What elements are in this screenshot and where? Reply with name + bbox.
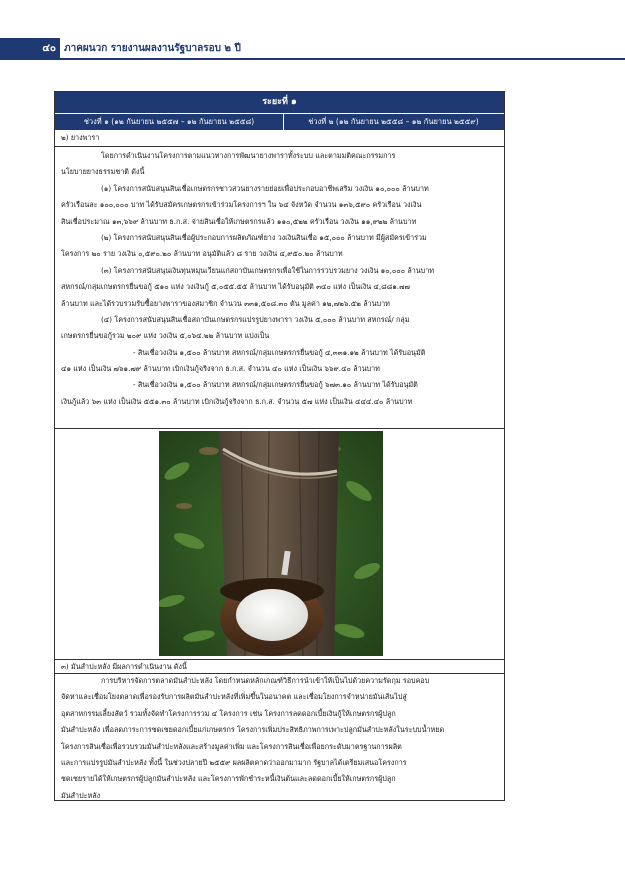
phase-title: ระยะที่ ๑ — [55, 92, 504, 113]
text-line: เงินกู้แล้ว ๖๓ แห่ง เป็นเงิน ๕๕๑.๓๐ ล้านบาท เบิกเงินกู้จริงจาก ธ.ก.ส. จำนวน ๕๗ แห่ง เป็นเงิน ๔๔๔.๔๐ ล้านบาท — [61, 396, 413, 406]
text-line: มันสำปะหลัง เพื่อลดภาระการชดเชยดอกเบี้ยแก่เกษตรกร โครงการเพิ่มประสิทธิภาพการเพาะปลูกมันสำปะหลังในระบบน้ำหยด — [61, 725, 445, 735]
row-divider — [55, 146, 504, 147]
text-line: โครงการสินเชื่อเพื่อรวบรวมมันสำปะหลังและสร้างมูลค่าเพิ่ม และโครงการสินเชื่อเพื่อยกระดับมาตรฐานการผลิต — [61, 741, 402, 751]
rubber-tapping-photo — [159, 431, 383, 656]
text-line: สินเชื่อประมาณ ๑๓,๖๖๙ ล้านบาท ธ.ก.ส. จ่ายสินเชื่อให้เกษตรกรแล้ว ๑๑๐,๕๒๒ ครัวเรือน วงเงิน ๑๑,๙๒๒ ล้านบาท — [61, 216, 417, 226]
text-line: โครงการ ๒๐ ราย วงเงิน ๐,๕๙๐.๒๐ ล้านบาท อนุมัติแล้ว ๘ ราย วงเงิน ๔,๙๕๐.๒๐ ล้านบาท — [61, 249, 343, 259]
page-running-title: ภาคผนวก รายงานผลงานรัฐบาลรอบ ๒ ปี — [64, 43, 241, 54]
text-line: (๑) โครงการสนับสนุนสินเชื่อเกษตรกรชาวสวนยางรายย่อยเพื่อประกอบอาชีพเสริม วงเงิน ๑๐,๐๐๐ ล้านบาท — [101, 183, 429, 193]
period-2-label: ช่วงที่ ๒ (๑๒ กันยายน ๒๕๕๘ – ๑๒ กันยายน ๒๕๕๙) — [308, 117, 479, 126]
text-line: สหกรณ์/กลุ่มเกษตรกรยื่นขอกู้ ๕๑๐ แห่ง วงเงินกู้ ๕,๐๕๕.๕๕ ล้านบาท ได้รับอนุมัติ ๓๔๐ แห่ง เป็นเงิน ๔,๘๘๑.๗๗ — [61, 282, 410, 292]
text-line: - สินเชื่อวงเงิน ๑,๕๐๐ ล้านบาท สหกรณ์/กลุ่มเกษตรกรยื่นขอกู้ ๖๗๓.๑๐ ล้านบาท ได้รับอนุมัติ — [133, 380, 418, 390]
text-line: (๓) โครงการสนับสนุนเงินทุนหมุนเวียนแก่สถาบันเกษตรกรเพื่อใช้ในการรวบรวมยาง วงเงิน ๑๐,๐๐๐ ล้านบาท — [101, 265, 435, 275]
text-line: การบริหารจัดการตลาดมันสำปะหลัง โดยกำหนดหลักเกณฑ์วิธีการนำเข้าให้เป็นไปด้วยความรัดกุม รอบคอบ — [101, 676, 430, 685]
row-divider — [55, 428, 504, 429]
cassava-body — [61, 673, 499, 804]
header-rule — [60, 58, 625, 60]
text-line: (๒) โครงการสนับสนุนสินเชื่อผู้ประกอบการผลิตภัณฑ์ยาง วงเงินสินเชื่อ ๑๕,๐๐๐ ล้านบาท มีผู้สมัครเข้าร่วม — [101, 232, 427, 242]
text-line: เกษตรกรยื่นขอกู้รวม ๒๐๙ แห่ง วงเงิน ๕,๐๖๔.๒๒ ล้านบาท แบ่งเป็น — [61, 331, 270, 341]
text-line: นโยบายยางธรรมชาติ ดังนี้ — [61, 167, 145, 177]
rubber-heading: ๒) ยางพารา — [61, 133, 100, 142]
period-1-label: ช่วงที่ ๑ (๑๒ กันยายน ๒๕๕๗ – ๑๒ กันยายน ๒๕๕๘) — [55, 114, 284, 130]
period-header-row — [55, 113, 504, 130]
text-line: ครัวเรือนละ ๑๐๐,๐๐๐ บาท ได้รับสมัครเกษตรกรเข้าร่วมโครงการฯ ใน ๖๔ จังหวัด จำนวน ๑๓๖,๕๙๐ ครัวเรือน วงเงิน — [61, 200, 422, 210]
rubber-tree-latex-image — [159, 431, 383, 656]
rubber-section — [61, 130, 499, 146]
text-line: มันสำปะหลัง — [61, 790, 101, 800]
text-line: (๔) โครงการสนับสนุนสินเชื่อสถาบันเกษตรกรแปรรูปยางพารา วงเงิน ๕,๐๐๐ ล้านบาท สหกรณ์/ กลุ่ม — [101, 314, 410, 324]
rubber-body — [61, 148, 499, 410]
text-line: ล้านบาท และได้รวบรวมรับซื้อยางพาราของสมาชิก จำนวน ๓๓๑,๕๐๘.๓๐ ตัน มูลค่า ๑๒,๗๒๖.๕๒ ล้านบาท — [61, 298, 390, 308]
page-number: ๔๐ — [42, 43, 56, 54]
text-line: ชดเชยรายได้ให้เกษตรกรผู้ปลูกมันสำปะหลัง และโครงการพักชำระหนี้เงินต้นและลดดอกเบี้ยให้เกษตรกรผู้ปลูก — [61, 774, 396, 784]
text-line: ๔๑ แห่ง เป็นเงิน ๗๖๑.๗๙ ล้านบาท เบิกเงินกู้จริงจาก ธ.ก.ส. จำนวน ๔๐ แห่ง เป็นเงิน ๖๖๙.๔๐ ล้านบาท — [61, 364, 380, 374]
text-line: และการแปรรูปมันสำปะหลัง ทั้งนี้ ในช่วงปลายปี ๒๕๕๙ ผลผลิตคาดว่าออกมามาก รัฐบาลได้เตรียมเสนอโครงการ — [61, 757, 407, 767]
text-line: โดยการดำเนินงานโครงการตามแนวทางการพัฒนายางพาราทั้งระบบ และตามมติคณะกรรมการ — [101, 151, 396, 160]
text-line: - สินเชื่อวงเงิน ๑,๕๐๐ ล้านบาท สหกรณ์/กลุ่มเกษตรกรยื่นขอกู้ ๔,๓๓๑.๑๒ ล้านบาท ได้รับอนุมัติ — [133, 347, 426, 357]
text-line: จัดหาและเชื่อมโยงตลาดเพื่อรองรับการผลิตมันสำปะหลังที่เพิ่มขึ้นในอนาคต และเชื่อมโยงการจำหน่ายมันเส้นไปสู่ — [61, 692, 407, 702]
report-table — [54, 91, 505, 801]
text-line: อุตสาหกรรมเลี้ยงสัตว์ รวมทั้งจัดทำโครงการรวม ๔ โครงการ เช่น โครงการลดดอกเบี้ยเงินกู้ให้เกษตรกรผู้ปลูก — [61, 708, 396, 718]
cassava-heading: ๓) มันสำปะหลัง มีผลการดำเนินงาน ดังนี้ — [61, 662, 187, 671]
